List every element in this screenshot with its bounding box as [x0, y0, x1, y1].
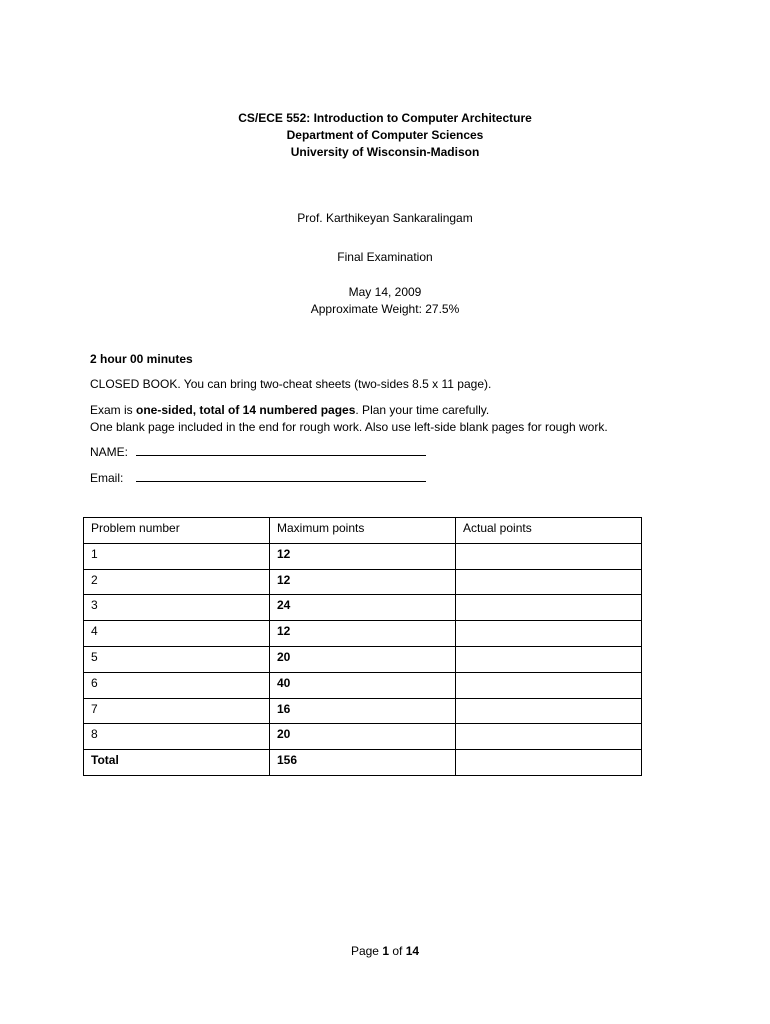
exam-pages-note — [90, 403, 489, 417]
total-max-cell: 156 — [270, 750, 456, 776]
actual-cell[interactable] — [456, 698, 642, 724]
max-cell: 16 — [270, 698, 456, 724]
total-actual-cell[interactable] — [456, 750, 642, 776]
page-of: of — [389, 944, 406, 958]
blank-page-note: One blank page included in the end for rough work. Also use left-side blank pages for rough work. — [90, 420, 608, 434]
table-row — [84, 646, 642, 672]
closed-book-note: CLOSED BOOK. You can bring two-cheat sheets (two-sides 8.5 x 11 page). — [90, 377, 492, 391]
exam-date: May 14, 2009 — [348, 285, 422, 299]
table-row — [84, 569, 642, 595]
problem-cell: 1 — [84, 543, 270, 569]
table-header-row — [84, 518, 642, 544]
max-cell: 12 — [270, 621, 456, 647]
header-problem: Problem number — [84, 518, 270, 544]
score-table — [83, 517, 642, 776]
max-cell: 12 — [270, 569, 456, 595]
table-row — [84, 698, 642, 724]
problem-cell: 3 — [84, 595, 270, 621]
actual-cell[interactable] — [456, 724, 642, 750]
max-cell: 12 — [270, 543, 456, 569]
exam-title: Final Examination — [337, 250, 433, 264]
max-cell: 40 — [270, 672, 456, 698]
actual-cell[interactable] — [456, 569, 642, 595]
page-total: 14 — [405, 944, 420, 958]
exam-duration: 2 hour 00 minutes — [90, 352, 193, 366]
max-cell: 20 — [270, 724, 456, 750]
table-row — [84, 621, 642, 647]
email-line[interactable] — [136, 471, 426, 482]
table-row — [84, 595, 642, 621]
table-row — [84, 724, 642, 750]
exam-pages-prefix: Exam is — [90, 403, 137, 417]
problem-cell: 5 — [84, 646, 270, 672]
problem-cell: 2 — [84, 569, 270, 595]
actual-cell[interactable] — [456, 621, 642, 647]
header-max: Maximum points — [270, 518, 456, 544]
problem-cell: 6 — [84, 672, 270, 698]
course-title: CS/ECE 552: Introduction to Computer Architecture — [238, 111, 532, 125]
exam-weight: Approximate Weight: 27.5% — [310, 302, 460, 316]
actual-cell[interactable] — [456, 646, 642, 672]
page-prefix: Page — [350, 944, 383, 958]
actual-cell[interactable] — [456, 543, 642, 569]
problem-cell: 7 — [84, 698, 270, 724]
problem-cell: 4 — [84, 621, 270, 647]
email-label: Email: — [90, 471, 124, 485]
total-label-cell: Total — [84, 750, 270, 776]
table-total-row — [84, 750, 642, 776]
name-label: NAME: — [90, 445, 129, 459]
actual-cell[interactable] — [456, 595, 642, 621]
exam-pages-suffix: . Plan your time carefully. — [355, 403, 490, 417]
table-row — [84, 543, 642, 569]
professor: Prof. Karthikeyan Sankaralingam — [297, 211, 473, 225]
problem-cell: 8 — [84, 724, 270, 750]
email-field[interactable] — [90, 471, 426, 485]
table-row — [84, 672, 642, 698]
exam-pages-bold: one-sided, total of 14 numbered pages — [136, 403, 356, 417]
header-actual: Actual points — [456, 518, 642, 544]
page-number: 1 — [382, 944, 389, 958]
max-cell: 20 — [270, 646, 456, 672]
name-field[interactable] — [90, 445, 426, 459]
actual-cell[interactable] — [456, 672, 642, 698]
university: University of Wisconsin-Madison — [290, 145, 480, 159]
max-cell: 24 — [270, 595, 456, 621]
name-line[interactable] — [136, 445, 426, 456]
page-footer — [0, 944, 770, 958]
department: Department of Computer Sciences — [286, 128, 484, 142]
